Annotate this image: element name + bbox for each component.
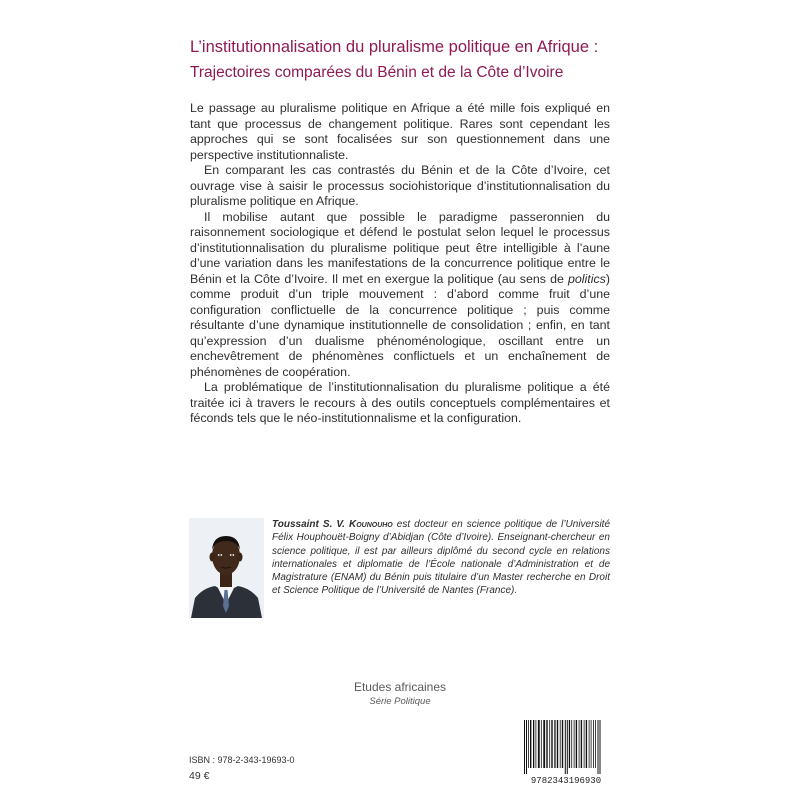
barcode-bar — [530, 720, 531, 768]
price: 49 € — [189, 770, 210, 782]
barcode-bar — [541, 720, 542, 768]
barcode-bar — [589, 720, 590, 768]
barcode-bar — [533, 720, 534, 768]
barcode-bar — [551, 720, 552, 768]
book-subtitle: Trajectoires comparées du Bénin et de la Côte d’Ivoire — [190, 64, 564, 81]
barcode-bar — [591, 720, 592, 768]
barcode-bar — [549, 720, 550, 768]
author-photo — [189, 518, 264, 618]
blurb-paragraph-3-part-2: ) comme produit d’un triple mouvement : d’abord comme fruit d’une configuration conflictuelle de la concurrence politique ; puis comme résultante d’une dynamique institutionnelle de consolidation ; enfin, en tant qu’expression d’un dualisme phénoménologique, oscillant entre un enchevêtrement de phénomènes conflictuels et un enchaînement de phénomènes de coopération. — [190, 271, 610, 379]
series-subtitle: Série Politique — [369, 696, 431, 707]
barcode-bar — [586, 720, 587, 768]
blurb-paragraph-2: En comparant les cas contrastés du Bénin et de la Côte d’Ivoire, cet ouvrage vise à saisir le processus sociohistorique d’institutionnalisation du pluralisme politique en Afrique. — [190, 163, 610, 208]
barcode-bar — [560, 720, 561, 768]
blurb-paragraph-3 — [190, 210, 610, 381]
barcode-bar — [565, 720, 566, 774]
barcode — [516, 718, 612, 785]
barcode-bar — [593, 720, 594, 768]
barcode-bar — [562, 720, 563, 768]
barcode-graphic — [516, 718, 612, 785]
series-name: Etudes africaines — [353, 680, 447, 694]
barcode-bar — [538, 720, 540, 768]
barcode-bar — [554, 720, 555, 768]
barcode-bar — [524, 720, 525, 774]
blurb-paragraph-1: Le passage au pluralisme politique en Afrique a été mille fois expliqué en tant que processus de changement politique. Rares sont cependant les approches qui se sont focalisées sur son questionnement dans une perspective institutionnaliste. — [190, 101, 610, 162]
author-first-names: Toussaint S. V. — [272, 519, 345, 530]
blurb-paragraph-4: La problématique de l’institutionnalisation du pluralisme politique a été traitée ici à travers le recours à des outils conceptuels complémentaires et féconds tels que le néo-institutionnalisme et la configuration. — [190, 380, 610, 425]
barcode-bar — [567, 720, 568, 774]
barcode-bar — [579, 720, 580, 768]
barcode-bar — [543, 720, 545, 768]
barcode-bar — [574, 720, 575, 768]
barcode-bar — [528, 720, 529, 768]
barcode-bar — [598, 720, 599, 774]
barcode-bar — [526, 720, 527, 774]
isbn: ISBN : 978-2-343-19693-0 — [189, 755, 295, 765]
barcode-bar — [557, 720, 558, 768]
barcode-bar — [569, 720, 570, 768]
barcode-bar — [600, 720, 601, 774]
blurb-paragraph-3-italic: politics — [567, 271, 606, 286]
blurb-paragraph-3-part-1: Il mobilise autant que possible le paradigme passeronnien du raisonnement sociologique et défend le postulat selon lequel le processus d’institutionnalisation du pluralisme politique peut être intelligible à l’aune d’une variation dans les manifestations de la concurrence politique entre le Bénin et la Côte d’Ivoire. Il met en exergue la politique (au sens de — [190, 209, 610, 286]
author-bio-text: est docteur en science politique de l’Université Félix Houphouët-Boigny d’Abidjan (Côte d’Ivoire). Enseignant-chercheur en science politique, il est par ailleurs diplômé du second cycle en relations internationales et diplomatie de l’École nationale d’Administration et de Magistrature (ENAM) du Bénin puis titulaire d’un Master recherche en Droit et Science Politique de l’Université de Nantes (France). — [272, 519, 611, 597]
barcode-bar — [576, 720, 577, 768]
book-title: L’institutionnalisation du pluralisme politique en Afrique : — [190, 38, 599, 56]
barcode-bar — [595, 720, 596, 768]
barcode-number: 9782343196930 — [530, 776, 602, 785]
series-info — [300, 679, 500, 709]
barcode-bar — [571, 720, 572, 768]
barcode-bar — [581, 720, 582, 768]
barcode-bar — [584, 720, 585, 768]
author-bio — [272, 518, 610, 598]
barcode-bar — [536, 720, 537, 768]
author-surname: Kounouho — [348, 519, 393, 530]
barcode-bar — [546, 720, 547, 768]
blurb — [190, 101, 610, 427]
